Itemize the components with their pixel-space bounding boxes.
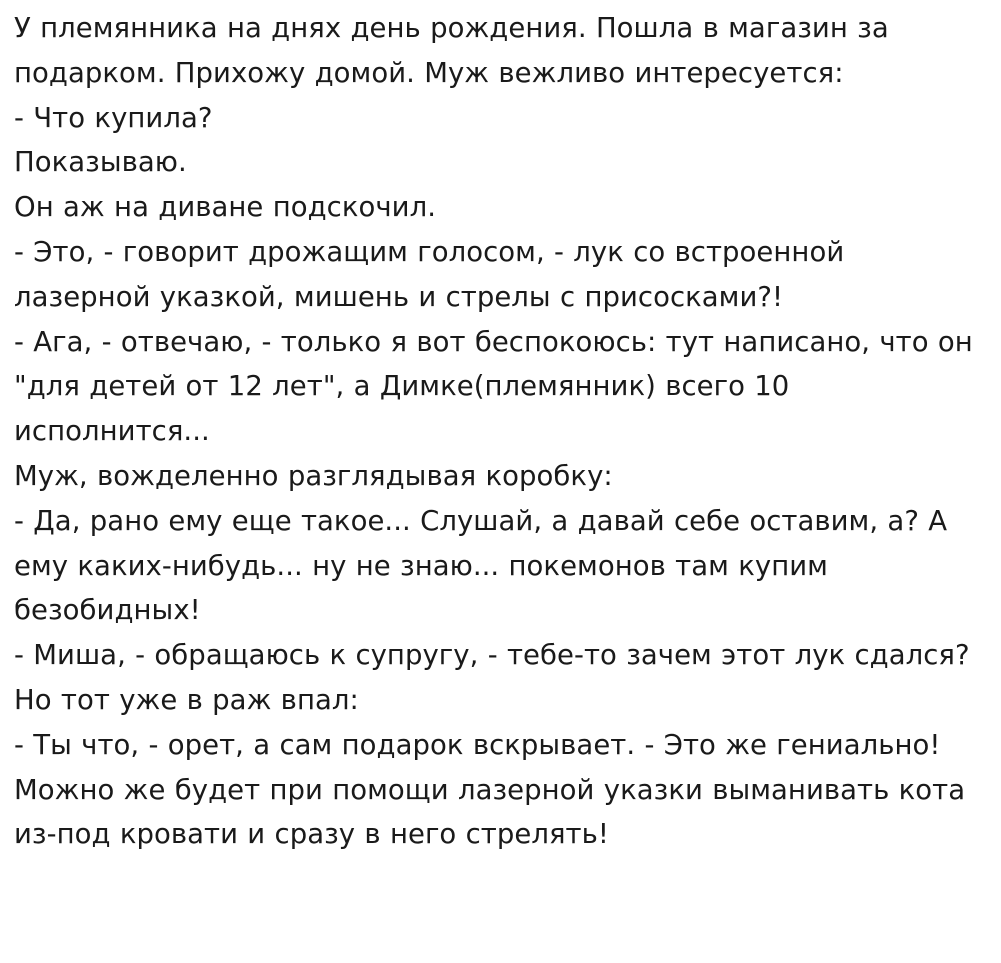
story-paragraph: - Да, рано ему еще такое... Слушай, а давай себе оставим, а? А ему каких-нибудь... ну не знаю... покемонов там купим безобидных! <box>14 504 948 627</box>
story-paragraph: У племянника на днях день рождения. Пошла в магазин за подарком. Прихожу домой. Муж вежливо интересуется: <box>14 12 889 89</box>
story-paragraph: - Миша, - обращаюсь к супругу, - тебе-то зачем этот лук сдался? <box>14 639 970 672</box>
story-paragraph: Он аж на диване подскочил. <box>14 191 437 224</box>
story-paragraph: Показываю. <box>14 146 187 179</box>
story-paragraph: - Это, - говорит дрожащим голосом, - лук со встроенной лазерной указкой, мишень и стрелы с присосками?! <box>14 235 845 313</box>
story-paragraph: - Ага, - отвечаю, - только я вот беспокоюсь: тут написано, что он "для детей от 12 лет", а Димке(племянник) всего 10 исполнится... <box>14 325 973 448</box>
story-paragraph: Муж, вожделенно разглядывая коробку: <box>14 459 613 492</box>
story-paragraph: - Что купила? <box>14 101 213 134</box>
story-paragraph: - Ты что, - орет, а сам подарок вскрывает. - Это же гениально! Можно же будет при помощи лазерной указки выманивать кота из-под кровати и сразу в него стрелять! <box>14 728 966 851</box>
story-paragraph: Но тот уже в раж впал: <box>14 683 359 716</box>
